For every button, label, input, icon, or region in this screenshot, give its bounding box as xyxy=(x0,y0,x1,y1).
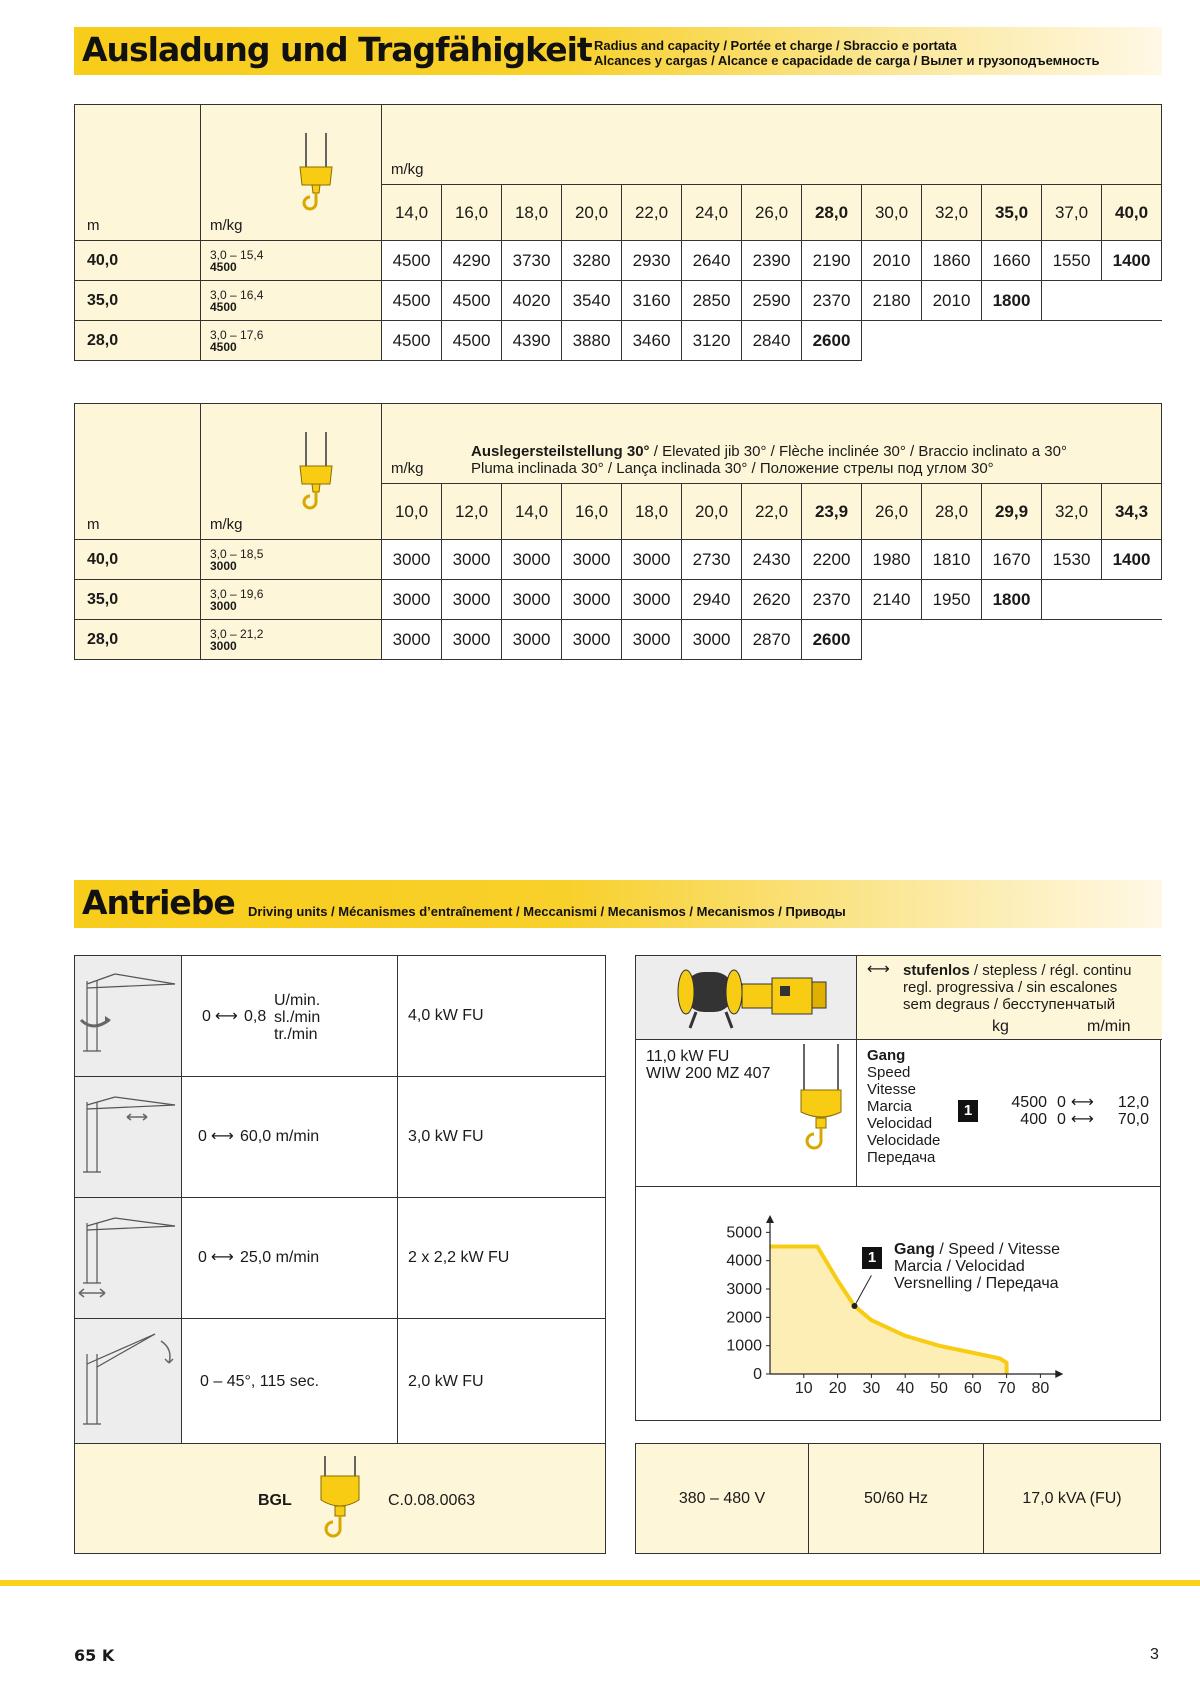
speed-to: 60,0 m/min xyxy=(240,1127,320,1145)
stepless-cell xyxy=(857,956,1162,1040)
load-value: 2140 xyxy=(862,580,922,620)
section-banner-driving-units xyxy=(74,880,1162,928)
empty-cell xyxy=(862,620,922,660)
section-title: Antriebe xyxy=(82,883,235,922)
col-header-mkg: m/kg xyxy=(210,217,243,234)
gear-label: Gang xyxy=(867,1047,906,1064)
motor-power: 11,0 kW FU xyxy=(646,1048,730,1065)
jib-length: 40,0 xyxy=(75,241,201,281)
load-value: 1800 xyxy=(982,580,1042,620)
load-value: 3460 xyxy=(622,321,682,361)
y-tick-label: 0 xyxy=(753,1366,762,1383)
empty-cell xyxy=(1102,580,1162,620)
slewing-power: 4,0 kW FU xyxy=(398,956,606,1077)
power-supply-box xyxy=(635,1443,1161,1554)
range-cell xyxy=(201,540,382,580)
radius-header: 35,0 xyxy=(982,185,1042,241)
radius-header: 28,0 xyxy=(922,484,982,540)
load-value: 3000 xyxy=(382,620,442,660)
col-header-mkg-cell xyxy=(201,105,382,241)
gear-translation: Vitesse xyxy=(867,1081,916,1098)
load-value: 3730 xyxy=(502,241,562,281)
load-value: 2940 xyxy=(682,580,742,620)
load-value: 2930 xyxy=(622,241,682,281)
load-value: 3000 xyxy=(382,580,442,620)
col-header-m: m xyxy=(75,404,201,540)
load-value: 2620 xyxy=(742,580,802,620)
range-cell xyxy=(201,241,382,281)
double-arrow-icon: ⟷ xyxy=(1071,1111,1094,1128)
gear-kg-1: 4500 xyxy=(1011,1094,1047,1111)
load-value: 4020 xyxy=(502,281,562,321)
empty-cell xyxy=(1042,321,1102,361)
load-value: 3120 xyxy=(682,321,742,361)
radius-header: 20,0 xyxy=(682,484,742,540)
trolley-speed-cell xyxy=(182,1077,398,1198)
load-value: 4290 xyxy=(442,241,502,281)
x-tick-label: 30 xyxy=(862,1380,881,1397)
x-axis-arrow xyxy=(1055,1370,1063,1378)
data-point xyxy=(852,1303,858,1309)
load-value: 1400 xyxy=(1102,241,1162,281)
footer-model: 65 K xyxy=(74,1646,115,1665)
legend-line-1: Gang / Speed / Vitesse xyxy=(894,1241,1061,1258)
double-arrow-icon: ⟷ xyxy=(867,961,890,978)
x-tick-label: 80 xyxy=(1031,1380,1050,1397)
trolley-power: 3,0 kW FU xyxy=(398,1077,606,1198)
radius-header: 16,0 xyxy=(562,484,622,540)
load-value: 2640 xyxy=(682,241,742,281)
unit-label-top: m/kg xyxy=(382,105,1162,185)
range-cell xyxy=(201,281,382,321)
elevated-jib-note-cell xyxy=(382,404,1162,484)
load-value: 3000 xyxy=(562,580,622,620)
load-value: 3000 xyxy=(442,620,502,660)
bgl-code: C.0.08.0063 xyxy=(388,1492,476,1509)
section-subtitle: Driving units / Mécanismes d’entraînement / Meccanismi / Mecanismos / Mecanismos / Приводы xyxy=(248,904,846,919)
page-number: 3 xyxy=(1150,1646,1159,1663)
footer-rule xyxy=(0,1580,1200,1586)
stepless-line-1: stufenlos / stepless / régl. continu xyxy=(903,962,1132,979)
y-axis-arrow xyxy=(766,1215,774,1223)
load-value: 2180 xyxy=(862,281,922,321)
load-value: 1400 xyxy=(1102,540,1162,580)
gear-from-1: 0 xyxy=(1057,1094,1066,1111)
load-value: 2850 xyxy=(682,281,742,321)
range-cell xyxy=(201,580,382,620)
radius-header: 24,0 xyxy=(682,185,742,241)
load-value: 2590 xyxy=(742,281,802,321)
legend-number-badge: 1 xyxy=(862,1247,882,1269)
load-value: 2200 xyxy=(802,540,862,580)
slewing-diagram-cell xyxy=(75,956,182,1077)
gear-kg-2: 400 xyxy=(1020,1111,1047,1128)
load-value: 3280 xyxy=(562,241,622,281)
radius-header: 22,0 xyxy=(622,185,682,241)
load-value: 2010 xyxy=(922,281,982,321)
double-arrow-icon: ⟷ xyxy=(211,1127,234,1145)
unit-kg: kg xyxy=(992,1018,1009,1035)
drive-row-slewing xyxy=(75,956,606,1077)
jib-length: 35,0 xyxy=(75,281,201,321)
jib-length: 40,0 xyxy=(75,540,201,580)
load-row xyxy=(75,321,1162,361)
max-load: 3000 xyxy=(210,598,237,613)
y-tick-label: 3000 xyxy=(726,1281,762,1299)
radius-header: 14,0 xyxy=(382,185,442,241)
travel-crane-icon xyxy=(75,1198,182,1313)
load-table-elevated-jib xyxy=(74,403,1162,660)
slewing-crane-icon xyxy=(75,956,182,1071)
load-value: 1660 xyxy=(982,241,1042,281)
gear-to-1: 12,0 xyxy=(1117,1094,1149,1111)
unit-2: sl./min xyxy=(274,1008,321,1026)
load-value: 3880 xyxy=(562,321,622,361)
load-value: 3000 xyxy=(442,580,502,620)
gear-from-2: 0 xyxy=(1057,1111,1066,1128)
empty-cell xyxy=(922,321,982,361)
empty-cell xyxy=(982,321,1042,361)
jib-length: 28,0 xyxy=(75,620,201,660)
y-tick-label: 1000 xyxy=(726,1337,762,1355)
load-value: 2730 xyxy=(682,540,742,580)
radius-header: 16,0 xyxy=(442,185,502,241)
gear-cell xyxy=(857,1040,1162,1187)
gear-number-badge: 1 xyxy=(958,1100,978,1122)
speed-to: 25,0 m/min xyxy=(240,1248,320,1266)
note-line-1: / Elevated jib 30° / Flèche inclinée 30° / Braccio inclinato a 30° xyxy=(649,443,1067,460)
empty-cell xyxy=(982,620,1042,660)
bgl-label: BGL xyxy=(258,1492,292,1509)
col-header-mkg-cell xyxy=(201,404,382,540)
drive-row-luffing xyxy=(75,1319,606,1445)
load-speed-chart-box xyxy=(635,1186,1161,1421)
x-tick-label: 20 xyxy=(828,1380,847,1397)
radius-header: 37,0 xyxy=(1042,185,1102,241)
y-tick-label: 4000 xyxy=(726,1252,762,1270)
radius-range: 3,0 – 19,6 xyxy=(210,586,264,601)
drives-table xyxy=(74,955,606,1445)
double-arrow-icon: ⟷ xyxy=(211,1248,234,1266)
hoist-gear-box xyxy=(635,955,1161,1187)
unit-label-top: m/kg xyxy=(391,460,424,477)
bgl-box xyxy=(74,1443,606,1554)
load-value: 3000 xyxy=(442,540,502,580)
load-value: 3000 xyxy=(502,580,562,620)
drive-row-travel xyxy=(75,1198,606,1319)
empty-cell xyxy=(1102,620,1162,660)
max-load: 3000 xyxy=(210,558,237,573)
luffing-diagram-cell xyxy=(75,1319,182,1445)
empty-cell xyxy=(1042,580,1102,620)
speed-from: 0 xyxy=(198,1248,207,1266)
radius-header: 32,0 xyxy=(922,185,982,241)
max-load: 4500 xyxy=(210,259,237,274)
radius-header: 30,0 xyxy=(862,185,922,241)
radius-header: 10,0 xyxy=(382,484,442,540)
y-tick-label: 2000 xyxy=(726,1309,762,1327)
radius-header: 26,0 xyxy=(862,484,922,540)
section-subtitle-1: Radius and capacity / Portée et charge / Sbraccio e portata xyxy=(594,38,957,53)
range-cell xyxy=(201,321,382,361)
jib-length: 35,0 xyxy=(75,580,201,620)
radius-header: 34,3 xyxy=(1102,484,1162,540)
load-value: 2870 xyxy=(742,620,802,660)
gear-to-2: 70,0 xyxy=(1117,1111,1149,1128)
load-value: 2370 xyxy=(802,281,862,321)
elevated-jib-note xyxy=(471,443,1067,477)
load-table-standard xyxy=(74,104,1162,361)
x-tick-label: 60 xyxy=(963,1380,982,1397)
load-value: 3540 xyxy=(562,281,622,321)
radius-header: 23,9 xyxy=(802,484,862,540)
radius-header: 18,0 xyxy=(502,185,562,241)
load-value: 4500 xyxy=(382,241,442,281)
gear-translation: Velocidade xyxy=(867,1132,941,1149)
load-value: 3000 xyxy=(682,620,742,660)
empty-cell xyxy=(1042,281,1102,321)
load-row xyxy=(75,241,1162,281)
radius-header: 22,0 xyxy=(742,484,802,540)
frequency: 50/60 Hz xyxy=(809,1444,984,1553)
winch-icon xyxy=(636,956,857,1040)
winch-image-cell xyxy=(636,956,857,1040)
load-value: 3160 xyxy=(622,281,682,321)
section-title: Ausladung und Tragfähigkeit xyxy=(82,30,592,69)
load-row xyxy=(75,540,1162,580)
x-tick-label: 50 xyxy=(930,1380,948,1397)
empty-cell xyxy=(862,321,922,361)
col-header-mkg: m/kg xyxy=(210,516,243,533)
travel-speed-cell xyxy=(182,1198,398,1319)
motor-cell xyxy=(636,1040,857,1187)
load-value: 1530 xyxy=(1042,540,1102,580)
load-value: 3000 xyxy=(502,620,562,660)
load-value: 2600 xyxy=(802,321,862,361)
range-cell xyxy=(201,620,382,660)
double-arrow-icon: ⟷ xyxy=(1071,1094,1094,1111)
hook-icon xyxy=(296,133,336,223)
legend-leader-line xyxy=(855,1275,872,1306)
load-row xyxy=(75,580,1162,620)
unit-mmin: m/min xyxy=(1087,1018,1131,1035)
load-value: 3000 xyxy=(382,540,442,580)
gear-translation: Velocidad xyxy=(867,1115,933,1132)
load-value: 4500 xyxy=(442,281,502,321)
max-load: 3000 xyxy=(210,638,237,653)
jib-length: 28,0 xyxy=(75,321,201,361)
legend-line-2: Marcia / Velocidad xyxy=(894,1258,1025,1275)
double-arrow-icon: ⟷ xyxy=(215,1007,238,1025)
load-row xyxy=(75,620,1162,660)
radius-header: 26,0 xyxy=(742,185,802,241)
max-load: 4500 xyxy=(210,299,237,314)
load-value: 4390 xyxy=(502,321,562,361)
load-value: 1950 xyxy=(922,580,982,620)
radius-header: 14,0 xyxy=(502,484,562,540)
load-value: 2840 xyxy=(742,321,802,361)
x-tick-label: 70 xyxy=(997,1380,1016,1397)
empty-cell xyxy=(1042,620,1102,660)
legend-line-3: Versnelling / Передача xyxy=(894,1275,1059,1292)
radius-header: 18,0 xyxy=(622,484,682,540)
luffing-speed: 0 – 45°, 115 sec. xyxy=(182,1319,398,1445)
radius-range: 3,0 – 18,5 xyxy=(210,546,264,561)
load-value: 3000 xyxy=(502,540,562,580)
hook-icon xyxy=(296,432,336,522)
load-value: 2190 xyxy=(802,241,862,281)
load-value: 2600 xyxy=(802,620,862,660)
speed-from: 0 xyxy=(198,1127,207,1145)
empty-cell xyxy=(1102,321,1162,361)
unit-3: tr./min xyxy=(274,1025,318,1043)
load-value: 3000 xyxy=(622,580,682,620)
load-value: 3000 xyxy=(622,540,682,580)
radius-header: 28,0 xyxy=(802,185,862,241)
load-value: 3000 xyxy=(562,620,622,660)
radius-header: 20,0 xyxy=(562,185,622,241)
travel-power: 2 x 2,2 kW FU xyxy=(398,1198,606,1319)
luffing-power: 2,0 kW FU xyxy=(398,1319,606,1445)
load-value: 2370 xyxy=(802,580,862,620)
radius-header: 32,0 xyxy=(1042,484,1102,540)
load-value: 2390 xyxy=(742,241,802,281)
load-value: 1810 xyxy=(922,540,982,580)
section-subtitle-2: Alcances y cargas / Alcance e capacidade de carga / Вылет и грузоподъемность xyxy=(594,53,1100,68)
col-header-m: m xyxy=(75,105,201,241)
hook-block-icon xyxy=(796,1044,846,1159)
x-tick-label: 40 xyxy=(896,1380,915,1397)
winch-model: WIW 200 MZ 407 xyxy=(646,1065,771,1082)
load-value: 1980 xyxy=(862,540,922,580)
voltage: 380 – 480 V xyxy=(636,1444,809,1553)
load-value: 3000 xyxy=(622,620,682,660)
max-load: 4500 xyxy=(210,339,237,354)
trolley-diagram-cell xyxy=(75,1077,182,1198)
load-value: 1860 xyxy=(922,241,982,281)
radius-range: 3,0 – 16,4 xyxy=(210,287,264,302)
note-line-2: Pluma inclinada 30° / Lança inclinada 30° / Положение стрелы под углом 30° xyxy=(471,460,994,477)
load-value: 2430 xyxy=(742,540,802,580)
y-tick-label: 5000 xyxy=(726,1224,762,1242)
gear-translation: Передача xyxy=(867,1149,936,1166)
section-banner-radius-capacity xyxy=(74,27,1162,75)
load-value: 4500 xyxy=(382,321,442,361)
load-speed-chart xyxy=(636,1187,1160,1420)
load-value: 2010 xyxy=(862,241,922,281)
radius-header: 12,0 xyxy=(442,484,502,540)
stepless-line-3: sem degraus / бесступенчатый xyxy=(903,996,1116,1013)
speed-to: 0,8 xyxy=(244,1007,267,1025)
note-bold: Auslegersteilstellung 30° xyxy=(471,443,650,460)
hook-block-icon xyxy=(317,1456,363,1546)
radius-header: 29,9 xyxy=(982,484,1042,540)
load-row xyxy=(75,281,1162,321)
speed-from: 0 xyxy=(202,1007,211,1025)
trolley-crane-icon xyxy=(75,1077,182,1192)
stepless-line-2: regl. progressiva / sin escalones xyxy=(903,979,1118,996)
load-value: 4500 xyxy=(442,321,502,361)
load-value: 1800 xyxy=(982,281,1042,321)
load-value: 3000 xyxy=(562,540,622,580)
empty-cell xyxy=(922,620,982,660)
gear-translation: Speed xyxy=(867,1064,911,1081)
travel-diagram-cell xyxy=(75,1198,182,1319)
empty-cell xyxy=(1102,281,1162,321)
load-value: 4500 xyxy=(382,281,442,321)
radius-range: 3,0 – 17,6 xyxy=(210,327,264,342)
load-value: 1670 xyxy=(982,540,1042,580)
slewing-speed-cell xyxy=(182,956,398,1077)
radius-range: 3,0 – 15,4 xyxy=(210,247,264,262)
x-tick-label: 10 xyxy=(794,1380,813,1397)
luffing-crane-icon xyxy=(75,1319,182,1439)
power-rating: 17,0 kVA (FU) xyxy=(1022,1489,1122,1507)
radius-range: 3,0 – 21,2 xyxy=(210,626,264,641)
gear-translation: Marcia xyxy=(867,1098,913,1115)
load-value: 1550 xyxy=(1042,241,1102,281)
unit-1: U/min. xyxy=(274,991,321,1009)
drive-row-trolley xyxy=(75,1077,606,1198)
radius-header: 40,0 xyxy=(1102,185,1162,241)
